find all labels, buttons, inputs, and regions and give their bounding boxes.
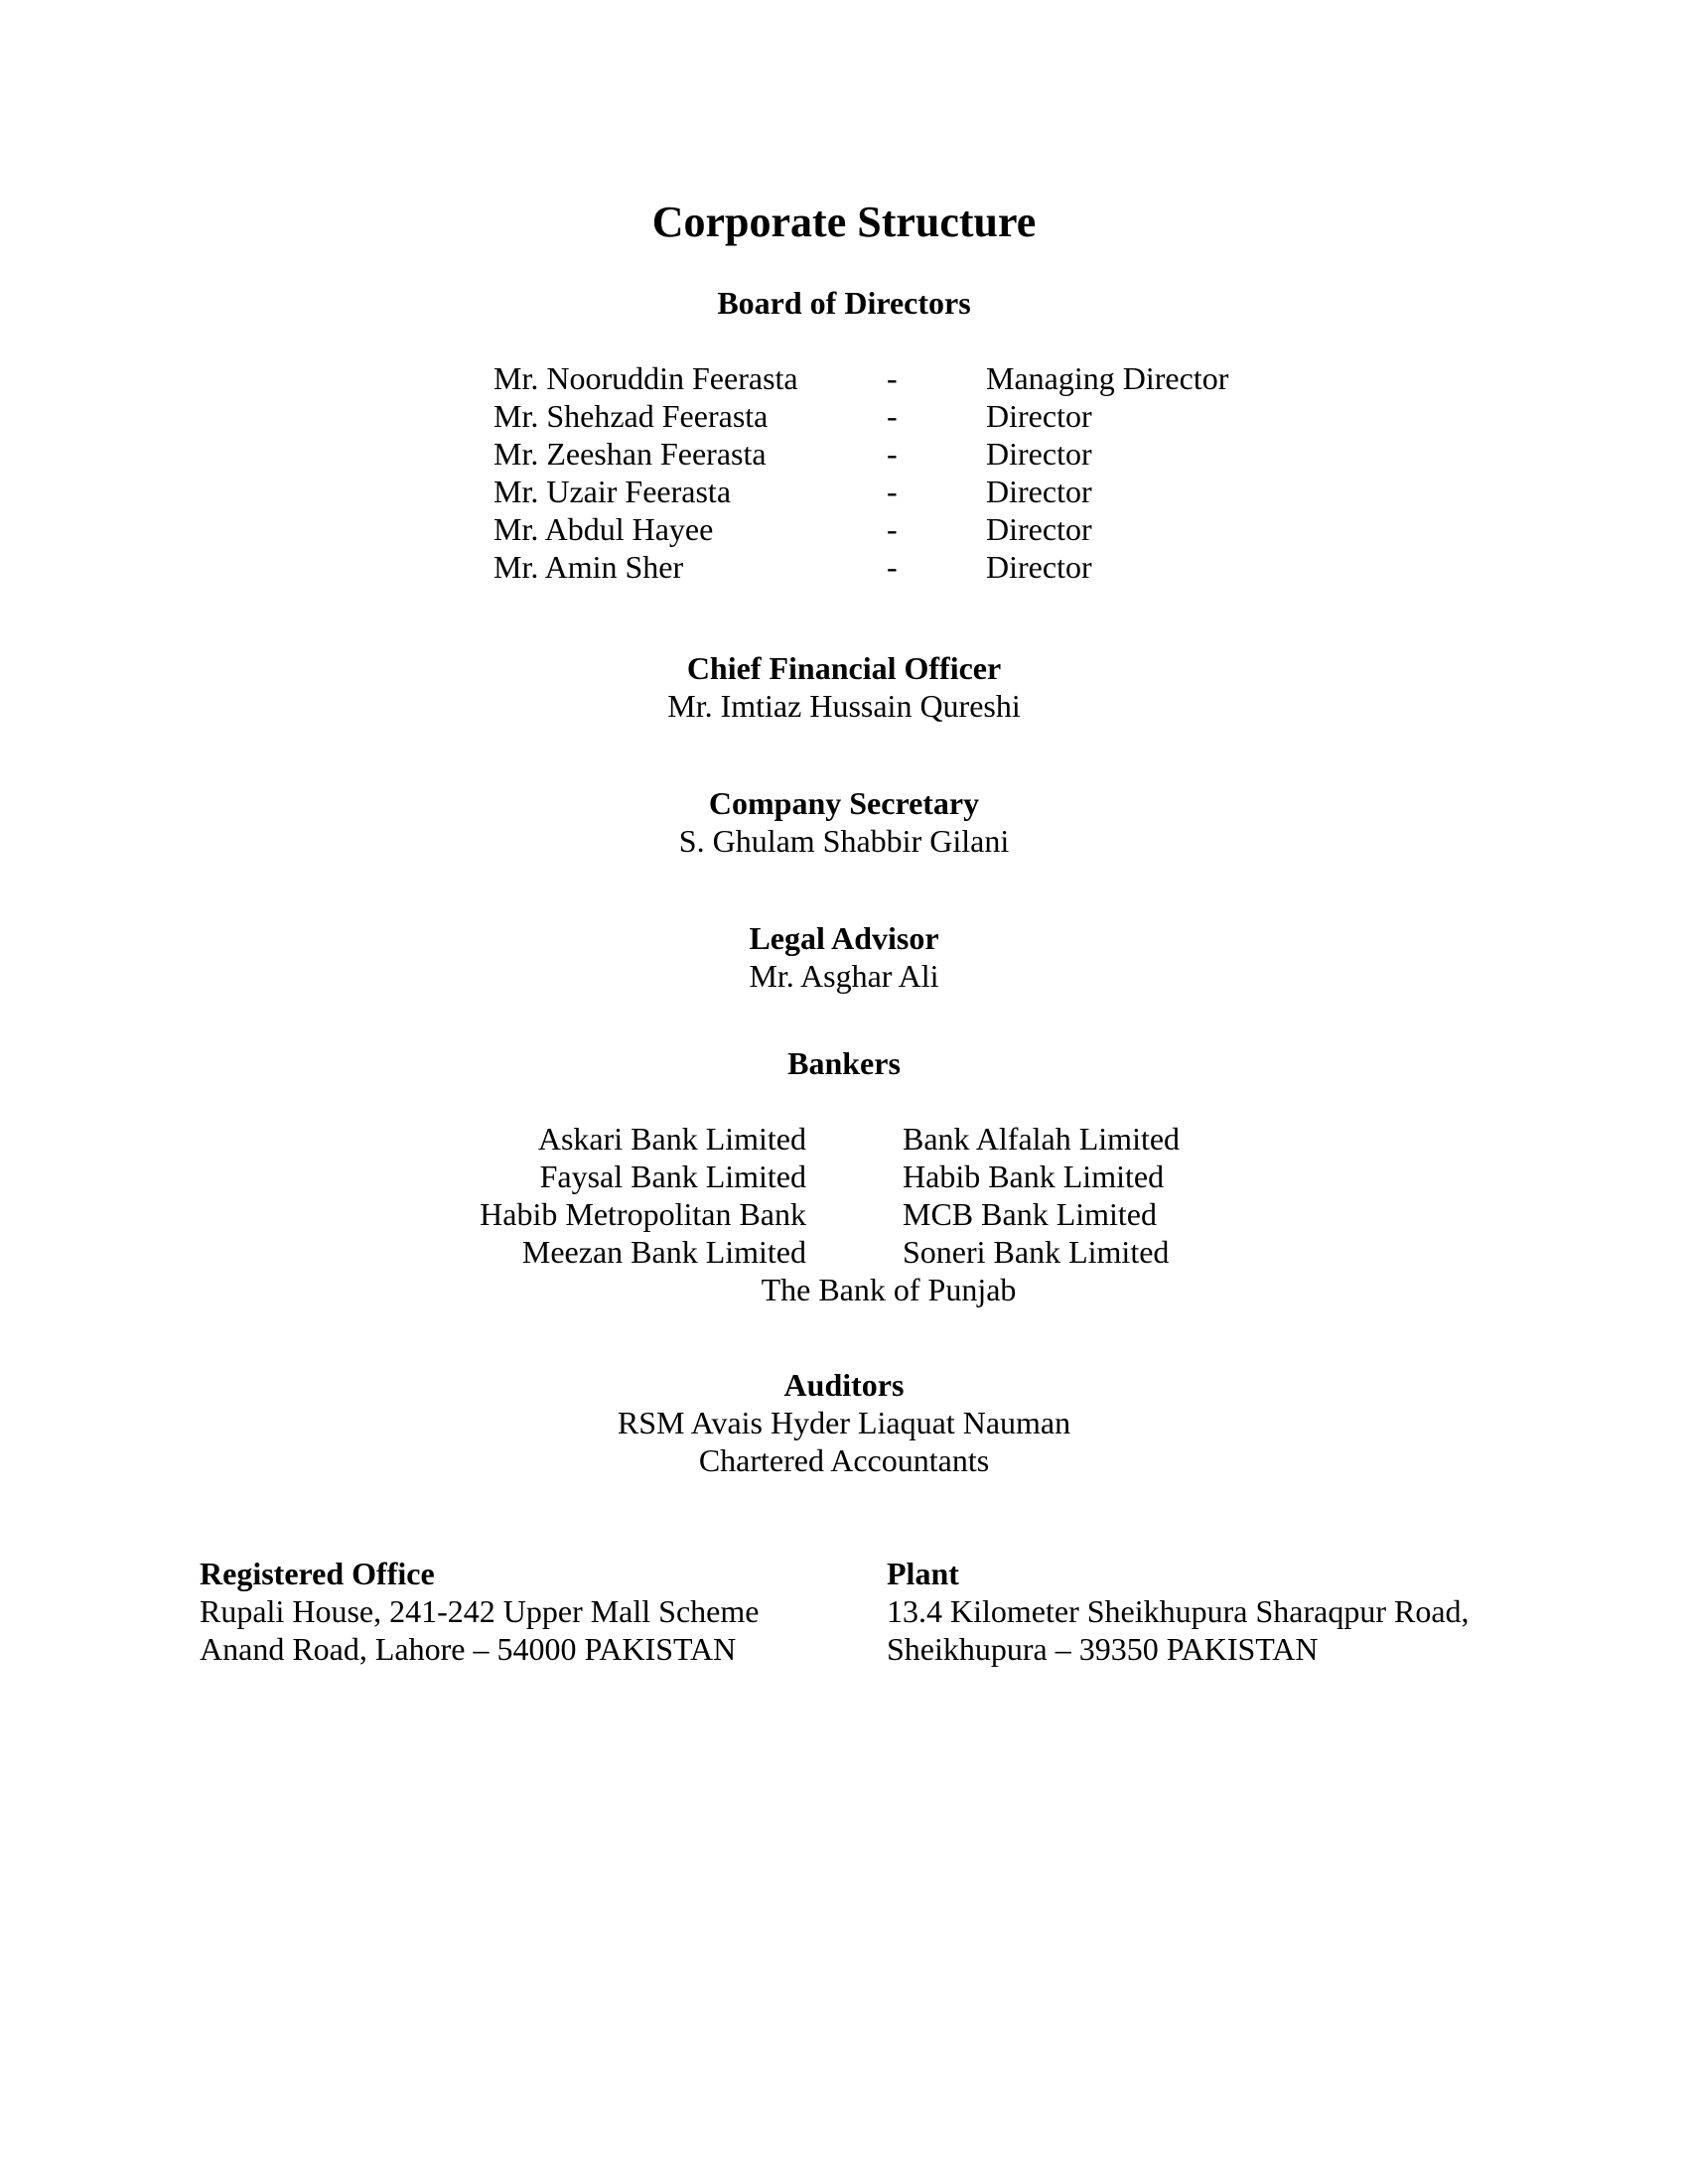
registered-office-line2: Anand Road, Lahore – 54000 PAKISTAN — [200, 1631, 737, 1667]
bank-item: Soneri Bank Limited — [903, 1234, 1170, 1270]
plant-address — [887, 1555, 1470, 1668]
bankers-heading: Bankers — [787, 1045, 901, 1081]
secretary-name: S. Ghulam Shabbir Gilani — [678, 823, 1010, 859]
bank-item: Habib Metropolitan Bank — [480, 1196, 806, 1232]
bank-item: Meezan Bank Limited — [521, 1234, 806, 1270]
bank-item: Askari Bank Limited — [537, 1121, 806, 1157]
director-name: Mr. Abdul Hayee — [493, 511, 714, 547]
bank-item-last: The Bank of Punjab — [761, 1272, 1017, 1307]
director-separator: - — [887, 436, 898, 472]
plant-line1: 13.4 Kilometer Sheikhupura Sharaqpur Road, — [887, 1593, 1470, 1629]
page-title: Corporate Structure — [651, 198, 1037, 246]
director-name: Mr. Shehzad Feerasta — [493, 398, 769, 434]
bank-item: Faysal Bank Limited — [539, 1159, 806, 1194]
auditors-name: RSM Avais Hyder Liaquat Nauman — [617, 1405, 1071, 1440]
director-role: Director — [986, 511, 1092, 547]
auditors-designation: Chartered Accountants — [698, 1442, 990, 1478]
plant-line2: Sheikhupura – 39350 PAKISTAN — [887, 1631, 1319, 1667]
registered-office-heading: Registered Office — [200, 1556, 435, 1591]
director-name: Mr. Nooruddin Feerasta — [493, 360, 798, 396]
bank-item: Bank Alfalah Limited — [903, 1121, 1181, 1157]
bank-item: MCB Bank Limited — [903, 1196, 1157, 1232]
plant-heading: Plant — [887, 1556, 959, 1591]
secretary-heading: Company Secretary — [708, 785, 980, 821]
director-role: Director — [986, 549, 1092, 585]
director-separator: - — [887, 474, 898, 509]
legal-name: Mr. Asghar Ali — [749, 958, 939, 994]
director-name: Mr. Zeeshan Feerasta — [493, 436, 767, 472]
director-name: Mr. Uzair Feerasta — [493, 474, 732, 509]
cfo-heading: Chief Financial Officer — [686, 650, 1002, 686]
director-role: Managing Director — [986, 360, 1229, 396]
director-separator: - — [887, 398, 898, 434]
director-role: Director — [986, 398, 1092, 434]
registered-office-line1: Rupali House, 241-242 Upper Mall Scheme — [200, 1593, 760, 1629]
bank-item: Habib Bank Limited — [903, 1159, 1165, 1194]
board-heading: Board of Directors — [717, 285, 971, 321]
director-name: Mr. Amin Sher — [493, 549, 684, 585]
auditors-heading: Auditors — [783, 1367, 905, 1403]
director-separator: - — [887, 549, 898, 585]
director-role: Director — [986, 436, 1092, 472]
director-separator: - — [887, 511, 898, 547]
legal-heading: Legal Advisor — [749, 920, 939, 956]
cfo-name: Mr. Imtiaz Hussain Qureshi — [667, 688, 1021, 724]
registered-office — [200, 1555, 759, 1668]
director-role: Director — [986, 474, 1092, 509]
director-separator: - — [887, 360, 898, 396]
